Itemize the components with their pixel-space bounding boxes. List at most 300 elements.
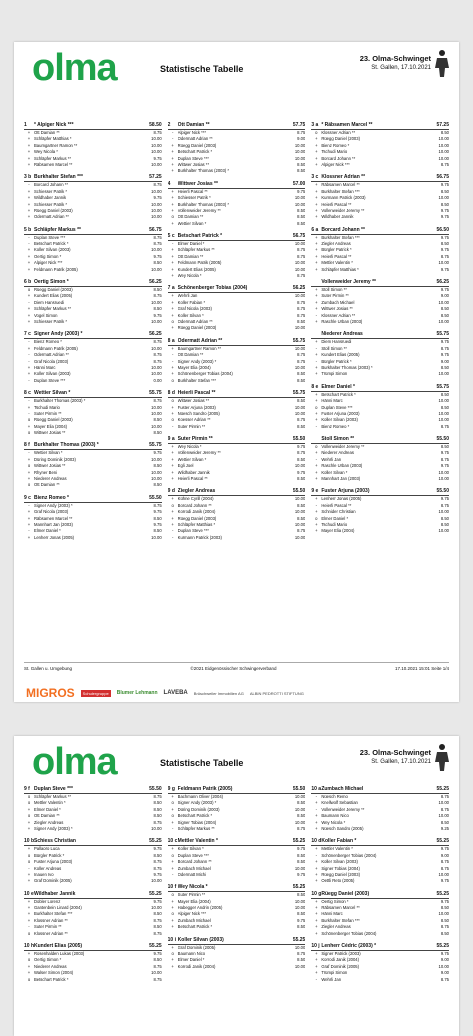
wrestler-points: 56.25 <box>436 279 449 286</box>
bout-score: 10.00 <box>151 345 162 351</box>
opponent-name: Wildhaber Jannik <box>34 195 67 201</box>
bout-result: + <box>315 364 318 370</box>
bout-score: 9.75 <box>297 444 306 450</box>
bout-result: + <box>315 865 318 871</box>
bout-score: 8.50 <box>153 957 162 963</box>
bout-score: 9.75 <box>440 846 449 852</box>
opponent-name: Ott Damian ** <box>34 130 60 135</box>
bout-score: 10.00 <box>294 201 306 207</box>
bout-score: 10.00 <box>294 260 306 266</box>
wrestler-block <box>168 884 306 930</box>
opponent-name: Diem Hansruedi <box>321 339 352 345</box>
wrestler-rank: 8 c <box>24 390 31 397</box>
bout-score: 8.50 <box>153 306 162 312</box>
wrestler-header <box>24 442 162 450</box>
bout-score: 10.00 <box>294 496 306 502</box>
opponent-name: Bienz Romeo * <box>321 142 350 148</box>
bout-score: 9.75 <box>440 352 449 358</box>
wrestler-rank: 7 a <box>167 285 175 292</box>
bout-result: + <box>315 859 318 865</box>
opponent-name: Klossner Adrian ** <box>321 312 356 318</box>
bout-result: + <box>27 207 31 213</box>
bout-score: 8.50 <box>297 220 306 226</box>
bout-result: + <box>27 423 31 429</box>
bout-score: 8.75 <box>440 253 449 259</box>
wrestler-points: 55.25 <box>292 838 306 845</box>
wrestler-name: Burkhalter Stefan *** <box>34 174 83 181</box>
bout-score: 10.00 <box>294 521 306 527</box>
sponsor-bar <box>26 686 449 700</box>
bout-score: 10.00 <box>151 207 162 213</box>
opponent-name: Wettier Silvan * <box>177 456 207 462</box>
bout-result: + <box>315 963 318 969</box>
bout-score: 10.00 <box>294 142 306 148</box>
opponent-name: Burkhalter Thomas (2003) * <box>177 168 230 174</box>
bout-result: + <box>315 528 318 534</box>
bout-score: 9.75 <box>440 266 449 272</box>
opponent-name: Graf Nicola (2003) <box>34 509 69 515</box>
bout-score: 8.50 <box>440 819 449 825</box>
bout-result: - <box>315 806 318 812</box>
wrestler-block <box>168 338 306 384</box>
bout-result: - <box>28 502 30 508</box>
opponent-name: Rüegg Daniel (2003) <box>321 136 360 142</box>
opponent-name: Signer Patrick (2003) <box>321 951 361 957</box>
bout-score: 8.75 <box>440 161 449 167</box>
bout-score: 8.75 <box>153 794 162 799</box>
opponent-name: Ott Damian ** <box>177 214 204 220</box>
opponent-name: Rüegg Daniel (2003) <box>177 515 217 521</box>
bout-result: + <box>27 364 31 370</box>
bout-result: + <box>171 312 174 318</box>
bout-score: 10.00 <box>438 476 449 482</box>
opponent-name: Räbsamen Marcel ** <box>321 905 360 911</box>
wrestler-header <box>168 233 306 241</box>
bout-row <box>24 535 162 541</box>
bout-result: + <box>27 905 31 911</box>
bout-result: + <box>315 846 318 852</box>
bout-score: 10.00 <box>438 509 449 515</box>
opponent-name: Alpiger Nick *** <box>177 130 207 135</box>
bout-score: 8.50 <box>440 241 449 247</box>
bout-result: + <box>315 930 318 936</box>
sponsor-albin: ALBIN PEDROTTI STIFTUNG <box>249 690 304 696</box>
wrestler-header <box>311 331 449 339</box>
opponent-name: Räbsamen Marcel ** <box>34 515 73 521</box>
opponent-name: Koller Fabian * <box>177 299 206 305</box>
bout-result: + <box>171 859 174 865</box>
opponent-name: Niederer Andreas <box>34 963 67 969</box>
bout-score: 10.00 <box>294 293 306 299</box>
bout-result: + <box>27 917 31 923</box>
wrestler-name: Oertig Simon * <box>34 279 69 286</box>
bout-score: 9.75 <box>153 450 162 456</box>
bout-score: 10.00 <box>438 260 449 266</box>
opponent-name: Burkhalter Stefan *** <box>177 377 217 383</box>
opponent-name: Heierli Pascal ** <box>177 188 208 194</box>
bout-score: 8.50 <box>297 476 306 482</box>
wrestler-header <box>24 943 162 951</box>
bout-result: + <box>27 188 31 194</box>
bout-result: + <box>171 509 174 515</box>
wrestler-points: 55.75 <box>436 383 449 390</box>
bout-result: + <box>171 794 174 799</box>
wrestler-rank: 10 f <box>167 884 177 891</box>
bout-result: + <box>315 450 318 456</box>
bout-result: o <box>171 377 174 383</box>
opponent-name: Zumbach Michael <box>321 299 355 305</box>
bout-result: o <box>27 957 31 963</box>
bout-result: + <box>171 905 174 911</box>
bout-row <box>168 924 306 930</box>
bout-result: o <box>171 911 174 917</box>
bout-score: 10.00 <box>294 794 306 799</box>
opponent-name: Graf Dominik (2005) <box>34 878 72 884</box>
bout-score: 8.50 <box>297 852 306 858</box>
bout-result: + <box>27 898 31 904</box>
bout-result: - <box>28 865 30 871</box>
opponent-name: Wittwer Josias ** <box>321 306 353 312</box>
bout-result: + <box>27 534 31 540</box>
bout-score: 8.50 <box>297 371 306 377</box>
wrestler-header <box>24 495 162 503</box>
bout-score: 8.50 <box>153 806 162 812</box>
opponent-name: Kurmann Patrick (2003) <box>321 195 366 201</box>
bout-result: + <box>315 253 318 259</box>
opponent-name: Klossner Adrian ** <box>34 917 68 923</box>
bout-result: + <box>27 247 31 253</box>
wrestler-points: 55.25 <box>292 884 306 891</box>
opponent-name: Wittwer Josias ** <box>177 161 210 167</box>
bout-result: + <box>27 136 31 142</box>
bout-result: + <box>171 299 174 305</box>
opponent-name: Vollenweider Jeremy ** <box>321 444 365 450</box>
bout-score: 10.00 <box>294 806 306 812</box>
opponent-name: Suter Pirmin ** <box>177 423 206 429</box>
bout-row <box>311 424 449 430</box>
bout-result: + <box>171 273 174 279</box>
opponent-name: Wildhaber Jannik <box>177 469 210 475</box>
bout-result: + <box>27 161 31 167</box>
opponent-name: Suter Pirmin ** <box>321 293 349 299</box>
wrestler-name: Klossner Adrian ** <box>321 174 366 181</box>
bout-result: + <box>27 963 31 969</box>
wrestler-name: Burkhalter Thomas (2003) * <box>34 442 99 449</box>
wrestler-block <box>168 285 306 331</box>
opponent-name: Duplan Steve *** <box>177 852 209 858</box>
bout-score: 8.75 <box>440 924 449 930</box>
opponent-name: Kühne Cyrill (2004) <box>177 496 214 502</box>
bout-score: 8.75 <box>297 358 306 364</box>
bout-result: + <box>171 155 174 161</box>
bout-score: 8.50 <box>440 364 449 370</box>
opponent-name: Betschart Patrick * <box>321 391 356 397</box>
opponent-name: Bachmann Oliver (2004) <box>177 794 224 799</box>
bout-result: + <box>171 456 174 462</box>
bout-result: + <box>171 404 174 410</box>
opponent-name: Alpiger Nick *** <box>321 161 350 167</box>
bout-result: + <box>27 825 31 831</box>
scoresheet-page-1 <box>14 42 459 702</box>
bout-score: 8.50 <box>440 404 449 410</box>
opponent-name: Kurmann Patrick (2003) <box>177 534 222 540</box>
opponent-name: Düring Dominik (2003) <box>34 456 76 462</box>
opponent-name: Ott Damian ** <box>177 253 204 259</box>
bout-score: 8.75 <box>153 352 162 358</box>
bout-score: 8.75 <box>153 358 162 364</box>
opponent-name: Burkhalter Thomas (2003) * <box>321 364 373 370</box>
bout-score: 10.00 <box>151 247 162 253</box>
opponent-name: Signer Andy (2003) * <box>177 358 217 364</box>
opponent-name: Borcard Johann ** <box>177 859 212 865</box>
bout-score: 10.00 <box>438 318 449 324</box>
bout-score: 9.75 <box>440 287 449 293</box>
bout-score: 8.50 <box>297 398 306 404</box>
bout-score: 8.75 <box>153 241 162 247</box>
opponent-name: Fuster Arjuna (2003) <box>34 859 73 865</box>
bout-row <box>311 931 449 937</box>
wrestler-points: 57.25 <box>149 174 162 181</box>
bout-score: 10.00 <box>438 142 449 148</box>
wrestler-name: Ott Damian ** <box>177 122 210 128</box>
wrestler-header <box>168 786 306 794</box>
wrestler-block <box>311 488 449 534</box>
wrestler-points: 58.50 <box>149 122 162 128</box>
wrestler-header <box>168 122 306 130</box>
wrestler-header <box>311 174 449 182</box>
bout-result: + <box>315 957 318 963</box>
bout-score: 10.00 <box>151 404 162 410</box>
bout-score: 9.00 <box>440 957 449 963</box>
opponent-name: Wehrli Jan <box>321 456 342 462</box>
wrestler-rank: 8 d <box>167 390 175 397</box>
wrestler-block <box>168 390 306 430</box>
wrestler-block <box>168 488 306 541</box>
bout-result: + <box>171 846 174 852</box>
opponent-name: Alpiger Nick *** <box>177 911 207 917</box>
wrestler-icon <box>431 742 453 772</box>
opponent-name: Signer Andy (2003) * <box>34 502 73 508</box>
bout-result: - <box>28 358 30 364</box>
bout-result: o <box>171 892 174 898</box>
wrestler-points: 55.25 <box>149 838 162 845</box>
bout-score: 8.50 <box>153 260 162 266</box>
bout-result: - <box>28 398 30 404</box>
bout-score: 9.00 <box>297 136 306 142</box>
wrestler-points: 57.25 <box>436 122 449 128</box>
bout-score: 8.75 <box>153 339 162 345</box>
bout-result: + <box>171 325 174 331</box>
bout-score: 10.00 <box>294 865 306 871</box>
opponent-name: Duplan Steve *** <box>177 155 209 161</box>
opponent-name: Rüegg Daniel (2003) <box>34 417 73 423</box>
bout-result: o <box>171 852 174 858</box>
opponent-name: Schönenberger Tobias (2004) <box>177 371 233 377</box>
bout-result: + <box>171 806 174 812</box>
opponent-name: Nüesch Sandro (2005) <box>177 410 220 416</box>
bout-score: 8.50 <box>297 911 306 917</box>
bout-score: 9.75 <box>153 521 162 527</box>
bout-result: + <box>315 293 318 299</box>
bout-score: 10.00 <box>294 898 306 904</box>
wrestler-points: 55.25 <box>149 890 162 897</box>
opponent-name: Ott Damian ** <box>177 352 204 358</box>
bout-score: 9.75 <box>153 195 162 201</box>
bout-score: 10.00 <box>294 463 306 469</box>
wrestler-header <box>311 122 449 130</box>
bout-score: 9.75 <box>297 846 306 852</box>
bout-score: 10.00 <box>151 364 162 370</box>
wrestler-header <box>311 279 449 287</box>
wrestler-header <box>24 331 162 339</box>
wrestler-points: 55.75 <box>292 390 306 397</box>
bout-result: + <box>315 299 318 305</box>
opponent-name: Betschart Patrick * <box>177 813 213 819</box>
bout-result: - <box>28 299 30 305</box>
wrestler-name: Betschart Patrick * <box>177 233 223 240</box>
bout-score: 9.75 <box>440 450 449 456</box>
opponent-name: Rüegg Daniel (2003) <box>321 871 360 877</box>
bout-result: + <box>315 509 318 515</box>
opponent-name: Habegger Andrin (2005) <box>177 905 223 911</box>
wrestler-points: 55.50 <box>292 488 306 495</box>
bout-score: 10.00 <box>294 149 306 155</box>
bout-score: 8.50 <box>440 515 449 521</box>
opponent-name: Burkhalter Stefan *** <box>321 917 360 923</box>
wrestler-block <box>168 181 306 227</box>
bout-score: 10.00 <box>151 161 162 167</box>
bout-score: 8.50 <box>440 312 449 318</box>
bout-result: + <box>171 371 174 377</box>
bout-result: + <box>315 142 318 148</box>
bout-score: 8.75 <box>297 130 306 135</box>
bout-result: + <box>171 496 174 502</box>
opponent-name: Vollenweider Jeremy ** <box>177 450 221 456</box>
bout-score: 9.75 <box>153 509 162 515</box>
bout-score: 8.50 <box>297 957 306 963</box>
bout-result: o <box>171 800 174 806</box>
bout-score: 8.75 <box>297 951 306 957</box>
opponent-name: Rüegg Daniel (2003) <box>177 325 217 331</box>
bout-result: + <box>315 352 318 358</box>
bout-score: 8.75 <box>297 528 306 534</box>
bout-score: 10.00 <box>294 509 306 515</box>
wrestler-block <box>168 786 306 832</box>
wrestler-header <box>311 436 449 444</box>
bout-result: + <box>315 136 318 142</box>
bout-result: + <box>171 345 174 351</box>
bout-score: 8.50 <box>297 207 306 213</box>
bout-result: + <box>315 155 318 161</box>
opponent-name: Oertig Simon * <box>321 898 349 904</box>
wrestler-icon <box>431 48 453 78</box>
bout-result: + <box>171 260 174 266</box>
wrestler-rank: 8 e <box>311 383 319 390</box>
bout-result: + <box>27 306 31 312</box>
wrestler-header <box>24 227 162 235</box>
opponent-name: Wildhaber Jannik <box>321 214 354 220</box>
event-place-date: St. Gallen, 17.10.2021 <box>371 759 431 765</box>
bout-result: + <box>315 398 318 404</box>
opponent-name: Rosenhalden Lukas (2003) <box>34 951 85 957</box>
opponent-name: Räbsamen Marcel ** <box>321 182 360 188</box>
bout-score: 8.75 <box>153 130 162 135</box>
bout-result: + <box>315 871 318 877</box>
opponent-name: Wittwer Josias ** <box>177 398 210 404</box>
olma-logo: olma <box>32 741 117 783</box>
bout-score: 10.00 <box>151 905 162 911</box>
bout-result: o <box>27 417 31 423</box>
bout-result: + <box>315 149 318 155</box>
wrestler-block <box>24 442 162 488</box>
wrestler-name: Vollenweider Jeremy ** <box>321 279 376 286</box>
bout-result: + <box>27 521 31 527</box>
bout-row <box>311 878 449 884</box>
bout-result: o <box>27 813 31 819</box>
bout-result: + <box>27 404 31 410</box>
wrestler-points: 55.25 <box>436 838 449 845</box>
bout-result: + <box>27 371 31 377</box>
bout-row <box>24 430 162 436</box>
wrestler-block <box>24 891 162 937</box>
bout-score: 9.00 <box>440 293 449 299</box>
bout-score: 8.50 <box>153 813 162 819</box>
opponent-name: Nüesch Remo <box>321 794 348 799</box>
wrestler-rank: 9 c <box>24 494 31 501</box>
wrestler-header <box>24 279 162 287</box>
bout-score: 10.00 <box>294 944 306 950</box>
opponent-name: Diem Hansruedi <box>34 299 65 305</box>
opponent-name: Lenherr Jonas (2005) <box>34 534 75 540</box>
wrestler-rank: 9 g <box>167 786 175 792</box>
opponent-name: Signer Tobias (2004) <box>321 865 360 871</box>
wrestler-name: Ziegler Andreas <box>177 488 216 495</box>
bout-result: + <box>27 266 31 272</box>
bout-score: 8.75 <box>440 456 449 462</box>
bout-score: 8.75 <box>153 398 162 404</box>
bout-score: 10.00 <box>438 813 449 819</box>
bout-result: o <box>315 130 318 135</box>
bout-result: + <box>27 345 31 351</box>
opponent-name: Lenherr Jonas (2005) <box>321 496 362 502</box>
bout-result: + <box>315 970 318 976</box>
bout-score: 10.00 <box>438 871 449 877</box>
bout-result: + <box>315 201 318 207</box>
bout-score: 10.00 <box>438 528 449 534</box>
opponent-name: Borcard Johann ** <box>321 155 356 161</box>
bout-result: + <box>171 917 174 923</box>
opponent-name: Tschudi Mario <box>34 404 60 410</box>
bout-score: 8.50 <box>440 201 449 207</box>
bout-score: 8.50 <box>297 924 306 930</box>
bout-result: o <box>315 444 318 450</box>
opponent-name: Feldmann Patrik (2005) <box>34 266 78 272</box>
bout-row <box>168 221 306 227</box>
bout-score: 8.50 <box>153 430 162 436</box>
bout-result: - <box>315 358 318 364</box>
wrestler-header <box>311 227 449 235</box>
opponent-name: Gantenbein Linard (2004) <box>34 905 82 911</box>
wrestler-points: 55.75 <box>149 390 162 397</box>
bout-score: 9.75 <box>153 312 162 318</box>
bout-score: 9.00 <box>440 358 449 364</box>
opponent-name: Vollenweider Jeremy ** <box>321 806 365 812</box>
bout-score: 9.75 <box>153 871 162 877</box>
opponent-name: Koller Silvan (2003) <box>321 417 358 423</box>
bout-result: - <box>171 871 174 877</box>
bout-result: + <box>27 846 31 852</box>
bout-result: - <box>315 976 318 982</box>
